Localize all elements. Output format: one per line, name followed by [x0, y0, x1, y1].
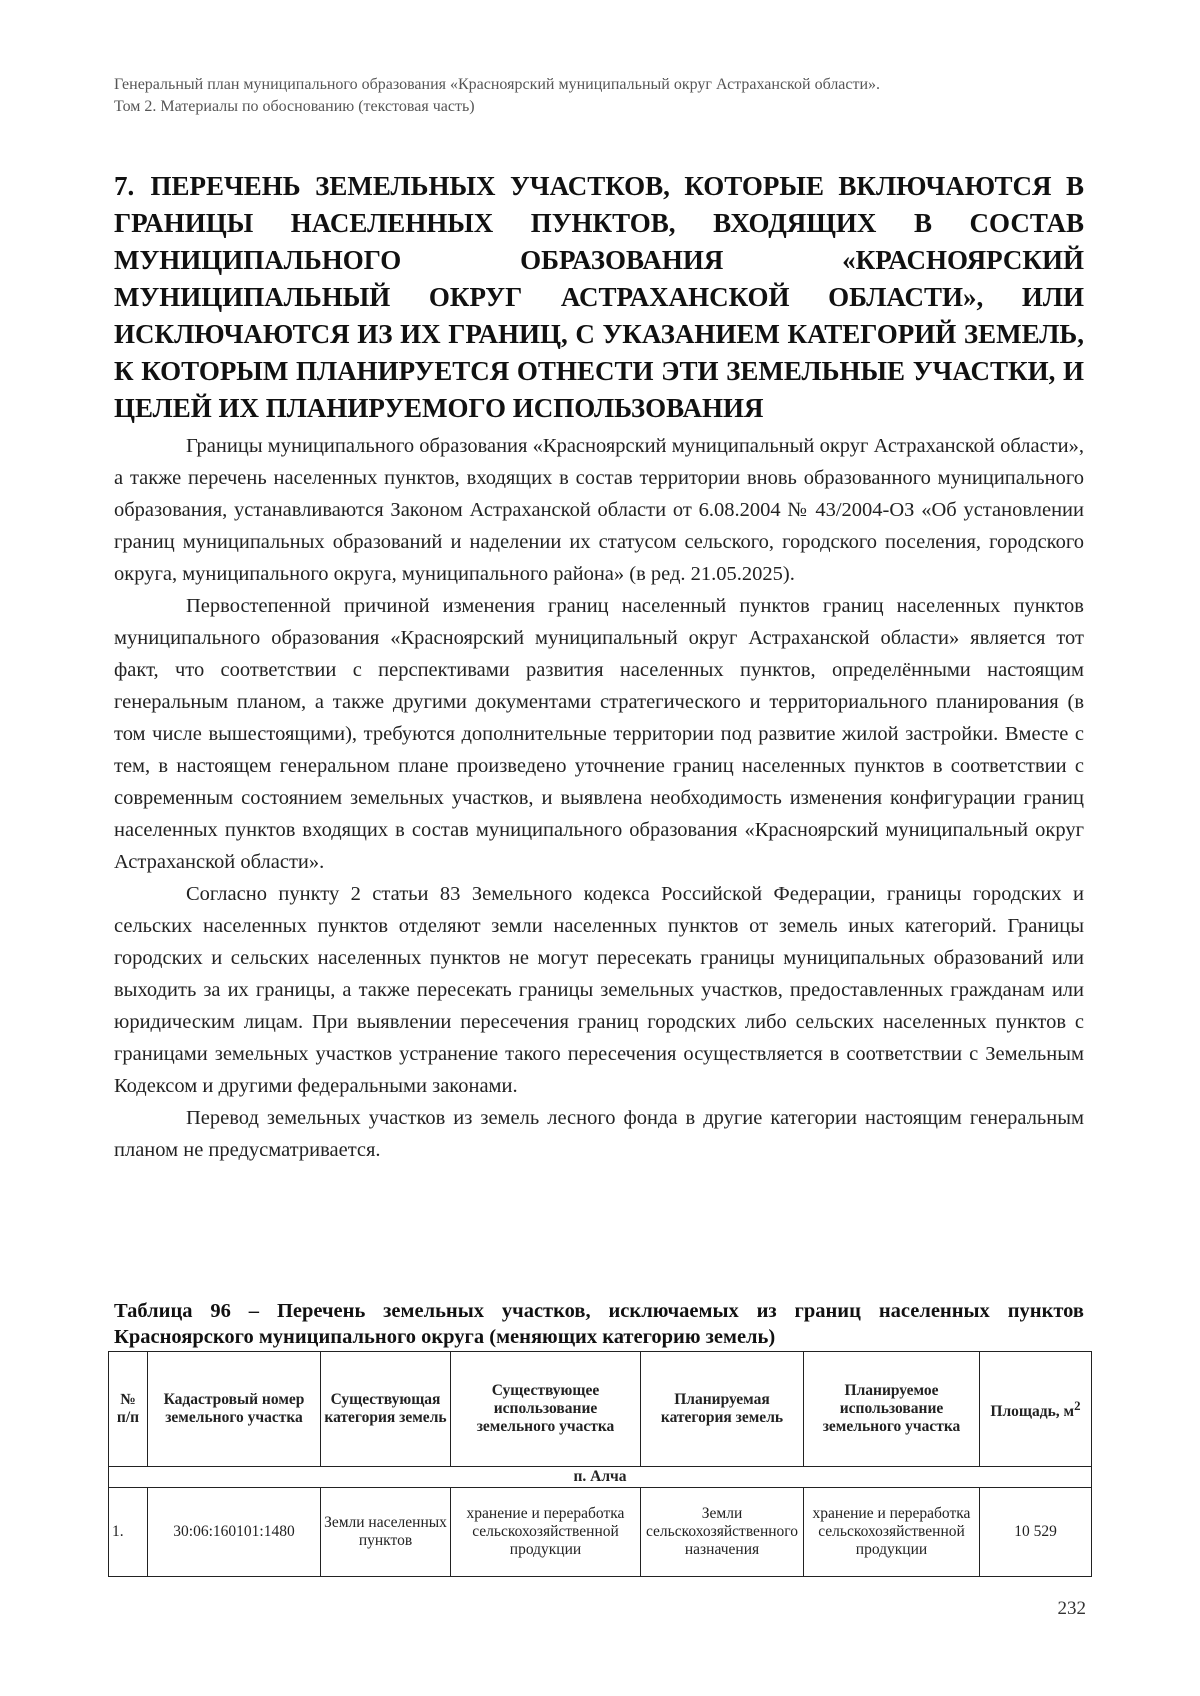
header-area — [980, 1352, 1092, 1467]
header-planned-use: Планируемое использование земельного участка — [804, 1352, 980, 1467]
paragraph: Перевод земельных участков из земель лесного фонда в другие категории настоящим генеральным планом не предусматривается. — [114, 1107, 1084, 1161]
running-header — [114, 74, 1084, 118]
cell-current-use: хранение и переработка сельскохозяйственной продукции — [451, 1488, 641, 1577]
cell-planned-use: хранение и переработка сельскохозяйственной продукции — [804, 1488, 980, 1577]
table-caption: Таблица 96 – Перечень земельных участков, исключаемых из границ населенных пунктов Красноярского муниципального округа (меняющих категорию земель) — [114, 1300, 1084, 1348]
cell-current-category: Земли населенных пунктов — [321, 1488, 451, 1577]
chapter-heading — [114, 168, 1084, 427]
cell-planned-category: Земли сельскохозяйственного назначения — [641, 1488, 804, 1577]
chapter-title: ПЕРЕЧЕНЬ ЗЕМЕЛЬНЫХ УЧАСТКОВ, КОТОРЫЕ ВКЛЮЧАЮТСЯ В ГРАНИЦЫ НАСЕЛЕННЫХ ПУНКТОВ, ВХОДЯЩИХ В СОСТАВ МУНИЦИПАЛЬНОГО ОБРАЗОВАНИЯ «КРАСНОЯРСКИЙ МУНИЦИПАЛЬНЫЙ ОКРУГ АСТРАХАНСКОЙ ОБЛАСТИ», ИЛИ ИСКЛЮЧАЮТСЯ ИЗ ИХ ГРАНИЦ, С УКАЗАНИЕМ КАТЕГОРИЙ ЗЕМЕЛЬ, К КОТОРЫМ ПЛАНИРУЕТСЯ ОТНЕСТИ ЭТИ ЗЕМЕЛЬНЫЕ УЧАСТКИ, И ЦЕЛЕЙ ИХ ПЛАНИРУЕМОГО ИСПОЛЬЗОВАНИЯ — [114, 171, 1085, 423]
table-group-row — [109, 1467, 1092, 1488]
cell-area: 10 529 — [980, 1488, 1092, 1577]
header-line-2: Том 2. Материалы по обоснованию (текстовая часть) — [114, 98, 475, 115]
paragraph: Первостепенной причиной изменения границ населенный пунктов границ населенных пунктов муниципального образования «Красноярский муниципальный округ Астраханской области» является тот факт, что соответствии с перспективами развития населенных пунктов, определёнными настоящим генеральным планом, а также другими документами стратегического и территориального планирования (в том числе вышестоящими), требуются дополнительные территории под развитие жилой застройки. Вместе с тем, в настоящем генеральном плане произведено уточнение границ населенных пунктов в соответствии с современным состоянием земельных участков, и выявлена необходимость изменения конфигурации границ населенных пунктов входящих в состав муниципального образования «Красноярский муниципальный округ Астраханской области». — [114, 595, 1084, 873]
cell-num: 1. — [109, 1488, 148, 1577]
header-cadastral: Кадастровый номер земельного участка — [148, 1352, 321, 1467]
group-settlement-name: п. Алча — [109, 1467, 1092, 1488]
header-area-label: Площадь, м — [990, 1403, 1075, 1421]
header-line-1: Генеральный план муниципального образования «Красноярский муниципальный округ Астраханской области». — [114, 76, 881, 93]
paragraph: Согласно пункту 2 статьи 83 Земельного кодекса Российской Федерации, границы городских и сельских населенных пунктов отделяют земли населенных пунктов от земель иных категорий. Границы городских и сельских населенных пунктов не могут пересекать границы муниципальных образований или выходить за их границы, а также пересекать границы земельных участков, предоставленных гражданам или юридическим лицам. При выявлении пересечения границ городских либо сельских населенных пунктов с границами земельных участков устранение такого пересечения осуществляется в соответствии с Земельным Кодексом и другими федеральными законами. — [114, 883, 1084, 1097]
header-current-use: Существующее использование земельного участка — [451, 1352, 641, 1467]
land-plots-table — [108, 1351, 1092, 1577]
table-header-row — [109, 1352, 1092, 1467]
body-text — [114, 430, 1084, 1166]
chapter-number: 7. — [114, 171, 135, 201]
paragraph: Границы муниципального образования «Красноярский муниципальный округ Астраханской области», а также перечень населенных пунктов, входящих в состав территории вновь образованного муниципального образования, устанавливаются Законом Астраханской области от 6.08.2004 № 43/2004-ОЗ «Об установлении границ муниципальных образований и наделении их статусом сельского, городского поселения, городского округа, муниципального округа, муниципального района» (в ред. 21.05.2025). — [114, 435, 1084, 585]
header-planned-category: Планируемая категория земель — [641, 1352, 804, 1467]
header-current-category: Существующая категория земель — [321, 1352, 451, 1467]
table-row — [109, 1488, 1092, 1577]
header-num: № п/п — [109, 1352, 148, 1467]
header-area-superscript: 2 — [1074, 1397, 1081, 1413]
cell-cadastral: 30:06:160101:1480 — [148, 1488, 321, 1577]
page-number: 232 — [1057, 1598, 1086, 1619]
